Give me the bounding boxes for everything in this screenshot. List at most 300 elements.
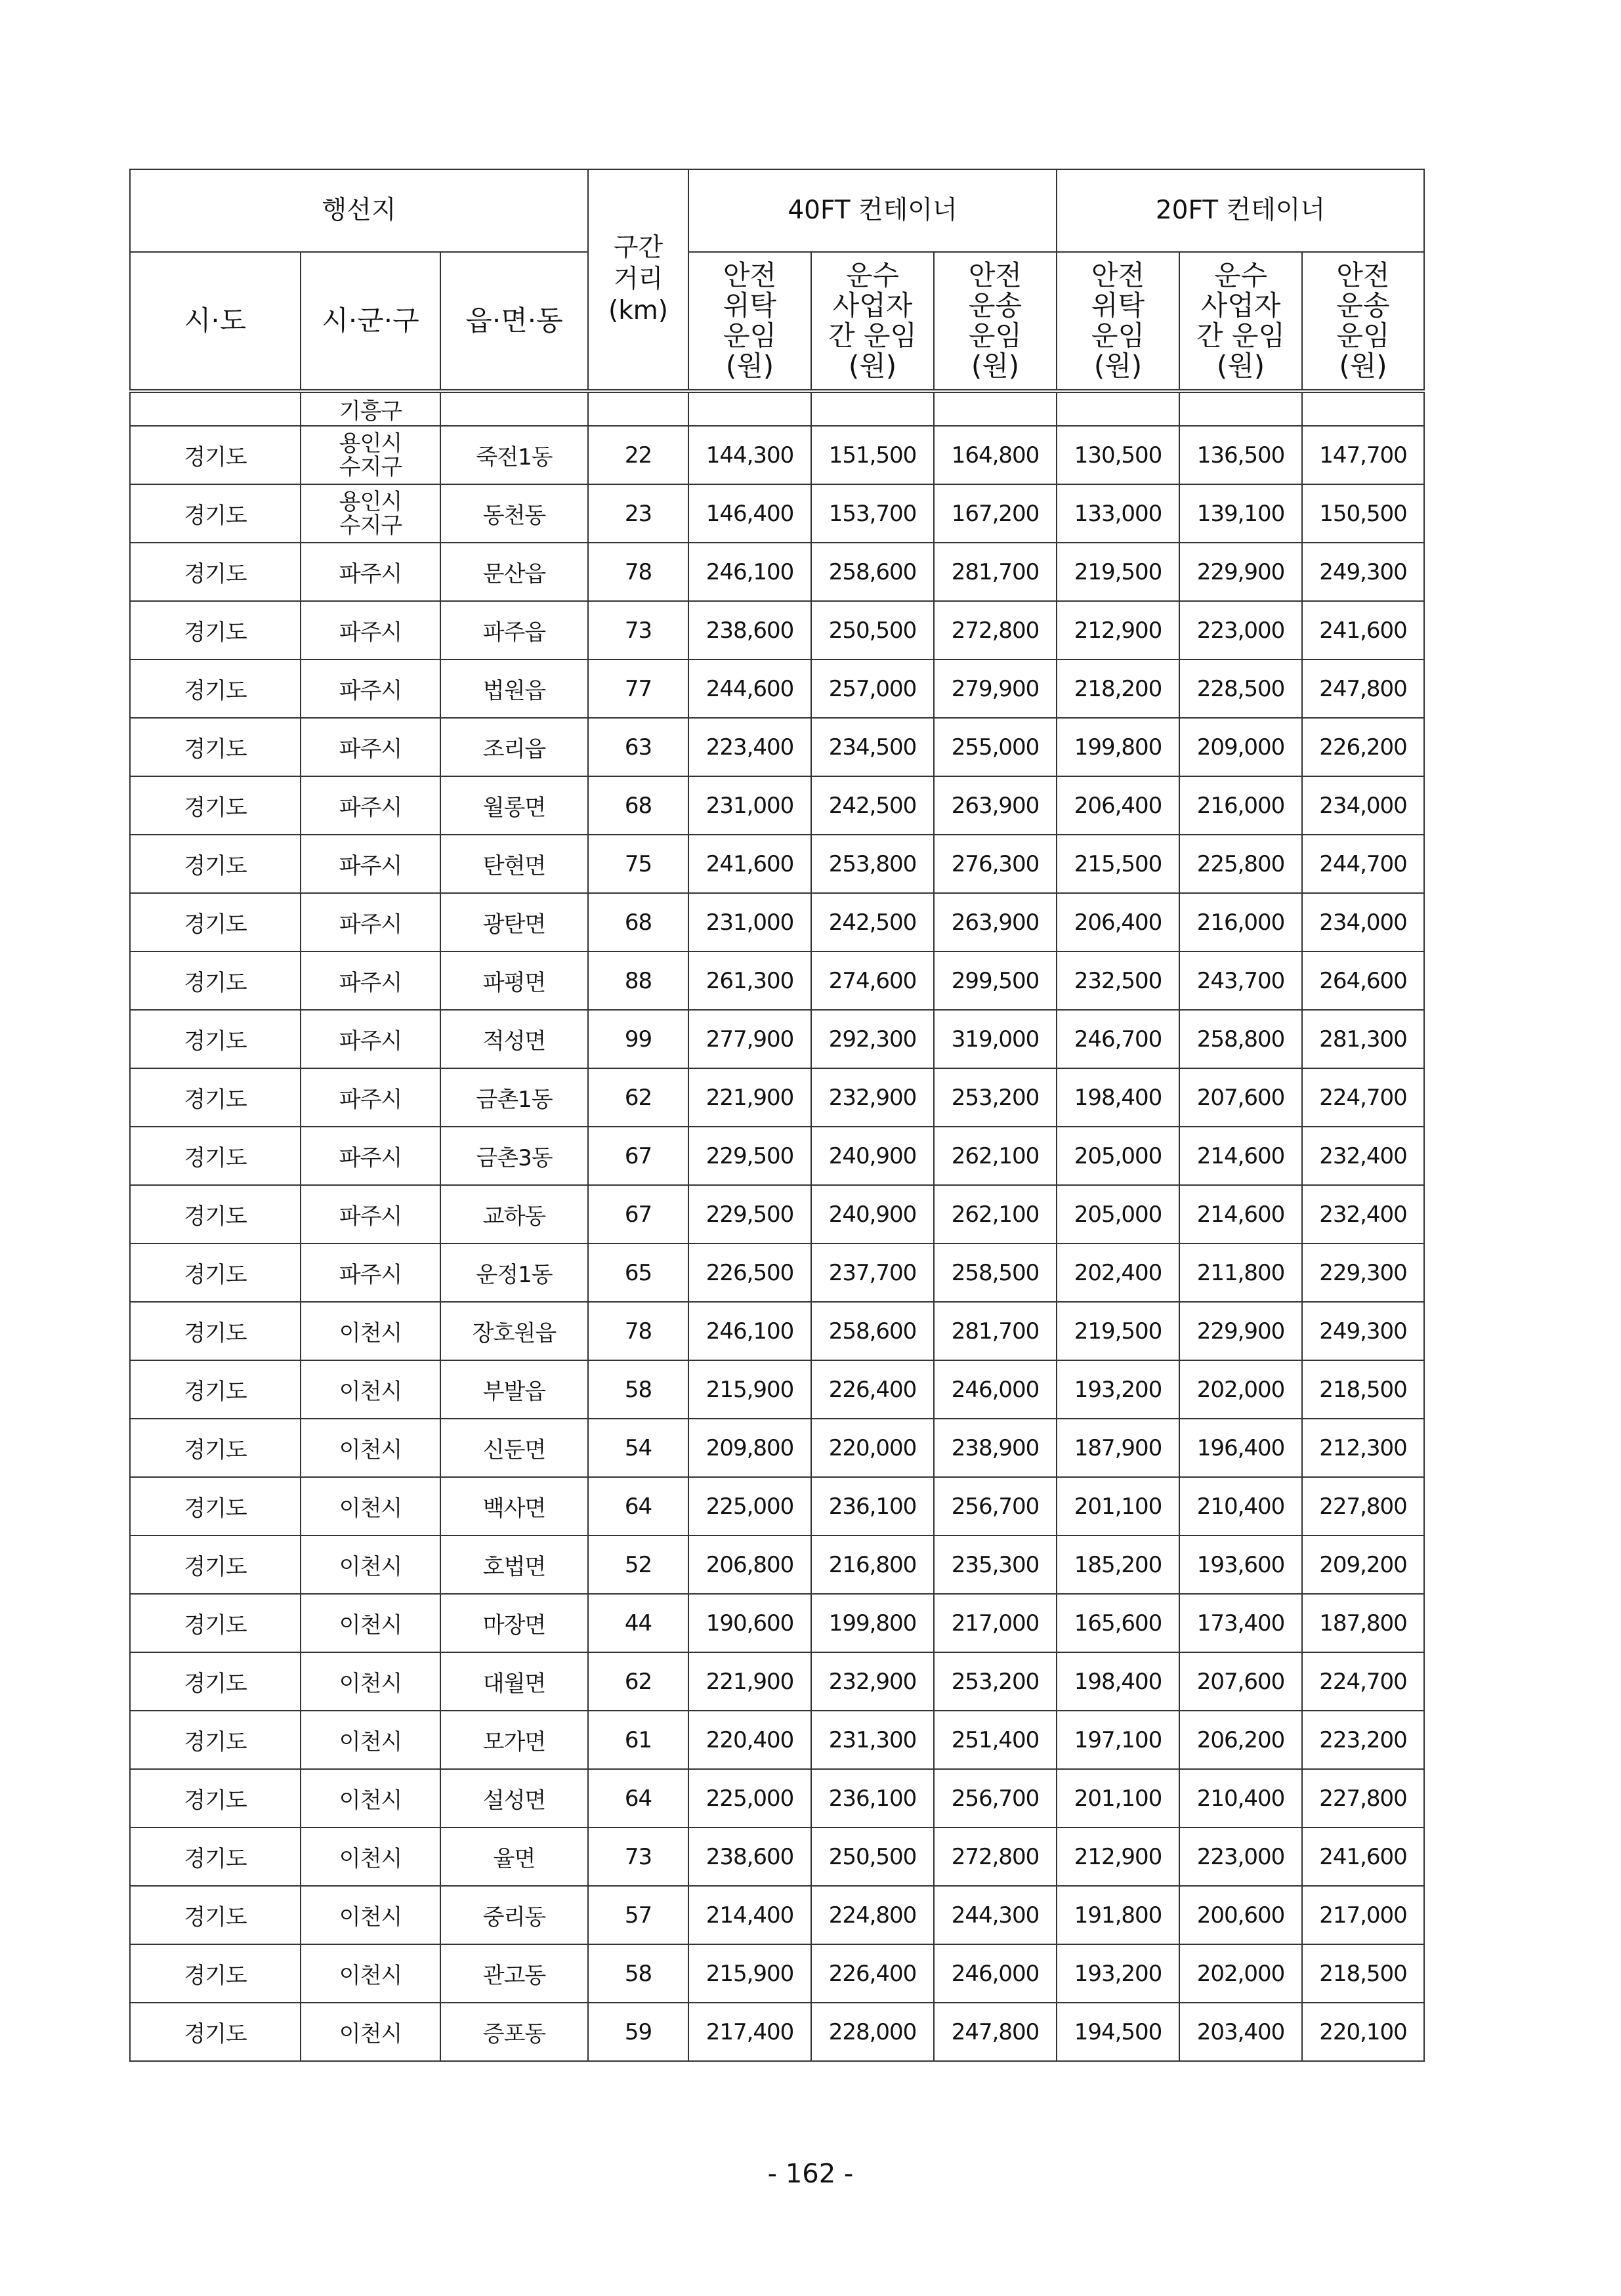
rate-cell: 229,300 (1302, 1243, 1424, 1302)
dong-cell: 설성면 (440, 1769, 588, 1827)
dong-cell: 월롱면 (440, 776, 588, 835)
rate-cell: 258,600 (811, 543, 934, 601)
sigungu-cell: 이천시 (301, 1769, 440, 1827)
rate-cell: 217,000 (934, 1594, 1057, 1652)
rate-cell: 205,000 (1057, 1185, 1179, 1243)
rate-cell: 191,800 (1057, 1886, 1179, 1944)
rate-cell: 225,000 (688, 1769, 811, 1827)
sigungu-cell: 이천시 (301, 1594, 440, 1652)
rate-cell: 214,600 (1179, 1185, 1302, 1243)
rate-cell: 250,500 (811, 601, 934, 659)
rate-cell: 232,400 (1302, 1127, 1424, 1185)
rate-cell: 229,500 (688, 1185, 811, 1243)
rate-cell: 258,800 (1179, 1010, 1302, 1068)
sido-cell: 경기도 (130, 2003, 301, 2061)
sigungu-cell: 파주시 (301, 659, 440, 718)
sido-cell: 경기도 (130, 835, 301, 893)
dong-cell: 신둔면 (440, 1419, 588, 1477)
sigungu-cell: 용인시 수지구 (301, 484, 440, 543)
rate-cell: 242,500 (811, 893, 934, 951)
rate-cell: 221,900 (688, 1652, 811, 1711)
distance-cell: 57 (588, 1886, 688, 1944)
dong-cell: 적성면 (440, 1010, 588, 1068)
table-row (130, 484, 1424, 543)
rate-cell: 258,600 (811, 1302, 934, 1360)
rate-cell: 201,100 (1057, 1477, 1179, 1535)
sido-cell: 경기도 (130, 1652, 301, 1711)
rate-cell: 196,400 (1179, 1419, 1302, 1477)
sido-cell: 경기도 (130, 1010, 301, 1068)
distance-cell: 73 (588, 1827, 688, 1886)
rate-cell: 229,900 (1179, 543, 1302, 601)
table-row (130, 776, 1424, 835)
rate-cell: 257,000 (811, 659, 934, 718)
sigungu-cell: 이천시 (301, 1652, 440, 1711)
rate-cell: 216,000 (1179, 893, 1302, 951)
rate-cell: 146,400 (688, 484, 811, 543)
rate-cell: 218,200 (1057, 659, 1179, 718)
rate-cell: 193,600 (1179, 1535, 1302, 1594)
40ft-rate-header-1: 안전 위탁 운임 (원) (688, 252, 811, 391)
rate-cell: 238,600 (688, 601, 811, 659)
40ft-rate-header-3: 안전 운송 운임 (원) (934, 252, 1057, 391)
distance-cell: 73 (588, 601, 688, 659)
distance-cell: 64 (588, 1477, 688, 1535)
rate-cell: 231,300 (811, 1711, 934, 1769)
rate-cell: 247,800 (1302, 659, 1424, 718)
table-row (130, 1477, 1424, 1535)
rate-cell: 251,400 (934, 1711, 1057, 1769)
rate-cell: 232,900 (811, 1068, 934, 1127)
rate-cell: 212,900 (1057, 601, 1179, 659)
distance-cell: 67 (588, 1185, 688, 1243)
rate-cell: 212,300 (1302, 1419, 1424, 1477)
distance-cell: 75 (588, 835, 688, 893)
rate-cell: 215,900 (688, 1360, 811, 1419)
sido-cell: 경기도 (130, 1243, 301, 1302)
rate-cell: 231,000 (688, 776, 811, 835)
dong-cell: 광탄면 (440, 893, 588, 951)
dong-cell: 파주읍 (440, 601, 588, 659)
rate-cell: 235,300 (934, 1535, 1057, 1594)
rate-cell: 243,700 (1179, 951, 1302, 1010)
rate-cell: 206,800 (688, 1535, 811, 1594)
rate-cell: 193,200 (1057, 1944, 1179, 2003)
sido-cell: 경기도 (130, 951, 301, 1010)
rate-cell: 144,300 (688, 426, 811, 484)
dong-cell: 파평면 (440, 951, 588, 1010)
sigungu-cell: 파주시 (301, 1243, 440, 1302)
rate-cell: 207,600 (1179, 1068, 1302, 1127)
sigungu-cell: 이천시 (301, 1711, 440, 1769)
dong-cell: 운정1동 (440, 1243, 588, 1302)
table-body (130, 391, 1424, 2061)
rate-cell: 214,600 (1179, 1127, 1302, 1185)
sido-cell: 경기도 (130, 776, 301, 835)
20ft-rate-header-3: 안전 운송 운임 (원) (1302, 252, 1424, 391)
rate-cell: 214,400 (688, 1886, 811, 1944)
rate-cell: 246,100 (688, 1302, 811, 1360)
sigungu-cell: 파주시 (301, 835, 440, 893)
rate-cell: 228,500 (1179, 659, 1302, 718)
rate-cell: 223,200 (1302, 1711, 1424, 1769)
destination-header: 행선지 (130, 169, 588, 252)
rate-cell: 205,000 (1057, 1127, 1179, 1185)
sido-cell: 경기도 (130, 1535, 301, 1594)
rate-cell: 198,400 (1057, 1068, 1179, 1127)
dong-cell: 호법면 (440, 1535, 588, 1594)
rate-cell: 153,700 (811, 484, 934, 543)
rate-cell: 247,800 (934, 2003, 1057, 2061)
dong-cell: 백사면 (440, 1477, 588, 1535)
rate-cell: 225,800 (1179, 835, 1302, 893)
rate-cell: 256,700 (934, 1477, 1057, 1535)
rate-cell: 151,500 (811, 426, 934, 484)
rate-cell: 236,100 (811, 1769, 934, 1827)
rate-cell: 224,700 (1302, 1652, 1424, 1711)
rate-cell: 202,400 (1057, 1243, 1179, 1302)
sigungu-cell: 이천시 (301, 1944, 440, 2003)
page-number: - 162 - (767, 2159, 854, 2189)
rate-cell: 272,800 (934, 601, 1057, 659)
distance-cell: 78 (588, 543, 688, 601)
rate-cell: 299,500 (934, 951, 1057, 1010)
rate-cell: 165,600 (1057, 1594, 1179, 1652)
rate-cell: 218,500 (1302, 1360, 1424, 1419)
dong-cell: 탄현면 (440, 835, 588, 893)
rate-cell: 210,400 (1179, 1477, 1302, 1535)
40ft-rate-header-2: 운수 사업자 간 운임 (원) (811, 252, 934, 391)
rate-cell: 246,100 (688, 543, 811, 601)
empty-cell (1179, 391, 1302, 426)
rate-cell: 201,100 (1057, 1769, 1179, 1827)
table-row (130, 1827, 1424, 1886)
dong-cell: 문산읍 (440, 543, 588, 601)
table-row (130, 659, 1424, 718)
rate-cell: 253,200 (934, 1652, 1057, 1711)
rate-cell: 238,900 (934, 1419, 1057, 1477)
table-row (130, 1360, 1424, 1419)
rate-cell: 228,000 (811, 2003, 934, 2061)
eupmyeondong-header: 읍·면·동 (440, 252, 588, 391)
dong-cell: 율면 (440, 1827, 588, 1886)
sigungu-cell: 용인시 수지구 (301, 426, 440, 484)
rate-cell: 197,100 (1057, 1711, 1179, 1769)
distance-cell: 54 (588, 1419, 688, 1477)
empty-cell (1302, 391, 1424, 426)
rate-cell: 200,600 (1179, 1886, 1302, 1944)
rate-cell: 227,800 (1302, 1477, 1424, 1535)
rate-cell: 272,800 (934, 1827, 1057, 1886)
distance-cell: 52 (588, 1535, 688, 1594)
distance-cell: 22 (588, 426, 688, 484)
rate-cell: 262,100 (934, 1127, 1057, 1185)
sigungu-cell: 파주시 (301, 1010, 440, 1068)
rate-cell: 211,800 (1179, 1243, 1302, 1302)
table-row (130, 2003, 1424, 2061)
distance-cell: 61 (588, 1711, 688, 1769)
rate-cell: 236,100 (811, 1477, 934, 1535)
distance-cell: 58 (588, 1944, 688, 2003)
sido-cell: 경기도 (130, 1419, 301, 1477)
20ft-rate-header-1: 안전 위탁 운임 (원) (1057, 252, 1179, 391)
20ft-rate-header-2: 운수 사업자 간 운임 (원) (1179, 252, 1302, 391)
rate-cell: 198,400 (1057, 1652, 1179, 1711)
rate-cell: 193,200 (1057, 1360, 1179, 1419)
rate-cell: 231,000 (688, 893, 811, 951)
dong-cell: 금촌1동 (440, 1068, 588, 1127)
rate-cell: 215,900 (688, 1944, 811, 2003)
dong-cell: 금촌3동 (440, 1127, 588, 1185)
sigungu-cell: 기흥구 (301, 391, 440, 426)
rate-cell: 209,800 (688, 1419, 811, 1477)
sido-cell: 경기도 (130, 1944, 301, 2003)
rate-cell: 229,500 (688, 1127, 811, 1185)
rate-cell: 241,600 (1302, 601, 1424, 659)
distance-cell: 68 (588, 776, 688, 835)
rate-cell: 241,600 (1302, 1827, 1424, 1886)
sigungu-cell: 이천시 (301, 1535, 440, 1594)
rate-cell: 224,700 (1302, 1068, 1424, 1127)
sido-cell: 경기도 (130, 1302, 301, 1360)
sigungu-cell: 이천시 (301, 1827, 440, 1886)
rate-cell: 240,900 (811, 1127, 934, 1185)
rate-cell: 206,400 (1057, 776, 1179, 835)
sido-cell: 경기도 (130, 1068, 301, 1127)
rate-cell: 249,300 (1302, 543, 1424, 601)
dong-cell: 죽전1동 (440, 426, 588, 484)
rate-cell: 223,400 (688, 718, 811, 776)
rate-cell: 277,900 (688, 1010, 811, 1068)
rate-cell: 249,300 (1302, 1302, 1424, 1360)
table-row (130, 601, 1424, 659)
rate-cell: 319,000 (934, 1010, 1057, 1068)
sigungu-cell: 파주시 (301, 1185, 440, 1243)
rate-cell: 202,000 (1179, 1944, 1302, 2003)
sigungu-cell: 이천시 (301, 1886, 440, 1944)
rate-cell: 232,500 (1057, 951, 1179, 1010)
rate-cell: 223,000 (1179, 601, 1302, 659)
rate-cell: 199,800 (1057, 718, 1179, 776)
table-row (130, 835, 1424, 893)
rate-cell: 225,000 (688, 1477, 811, 1535)
rate-cell: 229,900 (1179, 1302, 1302, 1360)
dong-cell: 교하동 (440, 1185, 588, 1243)
rate-cell: 217,000 (1302, 1886, 1424, 1944)
rate-cell: 246,000 (934, 1360, 1057, 1419)
table-row (130, 1068, 1424, 1127)
rate-cell: 217,400 (688, 2003, 811, 2061)
rate-cell: 139,100 (1179, 484, 1302, 543)
empty-cell (934, 391, 1057, 426)
sigungu-cell: 파주시 (301, 1127, 440, 1185)
empty-cell (688, 391, 811, 426)
rate-cell: 281,700 (934, 1302, 1057, 1360)
rate-cell: 203,400 (1179, 2003, 1302, 2061)
rate-cell: 240,900 (811, 1185, 934, 1243)
rate-cell: 206,200 (1179, 1711, 1302, 1769)
rate-cell: 237,700 (811, 1243, 934, 1302)
rate-cell: 261,300 (688, 951, 811, 1010)
empty-cell (811, 391, 934, 426)
rate-cell: 226,400 (811, 1360, 934, 1419)
empty-cell (440, 391, 588, 426)
rate-cell: 226,400 (811, 1944, 934, 2003)
rate-cell: 238,600 (688, 1827, 811, 1886)
table-row (130, 1711, 1424, 1769)
rate-cell: 242,500 (811, 776, 934, 835)
distance-cell: 99 (588, 1010, 688, 1068)
rate-cell: 220,400 (688, 1711, 811, 1769)
dong-cell: 부발읍 (440, 1360, 588, 1419)
rate-cell: 190,600 (688, 1594, 811, 1652)
distance-cell: 65 (588, 1243, 688, 1302)
rate-cell: 215,500 (1057, 835, 1179, 893)
rate-cell: 212,900 (1057, 1827, 1179, 1886)
distance-cell: 68 (588, 893, 688, 951)
table-row (130, 1127, 1424, 1185)
rate-cell: 220,100 (1302, 2003, 1424, 2061)
sigungu-cell: 파주시 (301, 601, 440, 659)
sigungu-cell: 이천시 (301, 1360, 440, 1419)
rate-cell: 223,000 (1179, 1827, 1302, 1886)
rate-cell: 281,700 (934, 543, 1057, 601)
sigungu-cell: 이천시 (301, 1477, 440, 1535)
rate-cell: 253,800 (811, 835, 934, 893)
sido-cell: 경기도 (130, 601, 301, 659)
rate-cell: 219,500 (1057, 543, 1179, 601)
dong-cell: 대월면 (440, 1652, 588, 1711)
sido-cell: 경기도 (130, 1127, 301, 1185)
dong-cell: 증포동 (440, 2003, 588, 2061)
rate-cell: 216,800 (811, 1535, 934, 1594)
sido-cell: 경기도 (130, 1360, 301, 1419)
distance-cell: 67 (588, 1127, 688, 1185)
distance-header: 구간 거리 (km) (588, 169, 688, 391)
rate-cell: 255,000 (934, 718, 1057, 776)
rate-cell: 279,900 (934, 659, 1057, 718)
dong-cell: 동천동 (440, 484, 588, 543)
distance-cell: 59 (588, 2003, 688, 2061)
table-row-partial (130, 391, 1424, 426)
table-row (130, 1944, 1424, 2003)
sido-cell: 경기도 (130, 1769, 301, 1827)
table-row (130, 718, 1424, 776)
empty-cell (588, 391, 688, 426)
sido-header: 시·도 (130, 252, 301, 391)
sigungu-cell: 파주시 (301, 543, 440, 601)
rate-cell: 187,900 (1057, 1419, 1179, 1477)
distance-cell: 63 (588, 718, 688, 776)
distance-cell: 88 (588, 951, 688, 1010)
sigungu-header: 시·군·구 (301, 252, 440, 391)
rate-cell: 207,600 (1179, 1652, 1302, 1711)
sido-cell: 경기도 (130, 1477, 301, 1535)
sigungu-cell: 파주시 (301, 1068, 440, 1127)
table-row (130, 951, 1424, 1010)
table-row (130, 1769, 1424, 1827)
table-row (130, 1419, 1424, 1477)
rate-cell: 246,000 (934, 1944, 1057, 2003)
rate-cell: 227,800 (1302, 1769, 1424, 1827)
table-row (130, 543, 1424, 601)
rate-cell: 224,800 (811, 1886, 934, 1944)
rate-cell: 244,300 (934, 1886, 1057, 1944)
sido-cell: 경기도 (130, 426, 301, 484)
group-40ft-header: 40FT 컨테이너 (688, 169, 1057, 252)
sigungu-cell: 파주시 (301, 776, 440, 835)
table-row (130, 1243, 1424, 1302)
dong-cell: 장호원읍 (440, 1302, 588, 1360)
rate-cell: 147,700 (1302, 426, 1424, 484)
rate-cell: 250,500 (811, 1827, 934, 1886)
rate-cell: 220,000 (811, 1419, 934, 1477)
sigungu-cell: 파주시 (301, 951, 440, 1010)
rate-cell: 292,300 (811, 1010, 934, 1068)
sigungu-cell: 이천시 (301, 2003, 440, 2061)
table-row (130, 1594, 1424, 1652)
sido-cell: 경기도 (130, 1886, 301, 1944)
rate-cell: 226,200 (1302, 718, 1424, 776)
rate-cell: 256,700 (934, 1769, 1057, 1827)
rate-cell: 264,600 (1302, 951, 1424, 1010)
rate-cell: 199,800 (811, 1594, 934, 1652)
table-row (130, 1010, 1424, 1068)
dong-cell: 법원읍 (440, 659, 588, 718)
dong-cell: 마장면 (440, 1594, 588, 1652)
table-row (130, 426, 1424, 484)
sido-cell: 경기도 (130, 1185, 301, 1243)
distance-cell: 62 (588, 1652, 688, 1711)
rate-cell: 202,000 (1179, 1360, 1302, 1419)
rate-cell: 234,000 (1302, 893, 1424, 951)
distance-cell: 44 (588, 1594, 688, 1652)
table-row (130, 1302, 1424, 1360)
rate-cell: 216,000 (1179, 776, 1302, 835)
rate-cell: 232,900 (811, 1652, 934, 1711)
rate-cell: 194,500 (1057, 2003, 1179, 2061)
rate-cell: 164,800 (934, 426, 1057, 484)
rate-cell: 206,400 (1057, 893, 1179, 951)
group-20ft-header: 20FT 컨테이너 (1057, 169, 1424, 252)
distance-cell: 78 (588, 1302, 688, 1360)
rate-cell: 234,000 (1302, 776, 1424, 835)
rate-cell: 221,900 (688, 1068, 811, 1127)
rate-cell: 246,700 (1057, 1010, 1179, 1068)
table-row (130, 1535, 1424, 1594)
rate-cell: 185,200 (1057, 1535, 1179, 1594)
rate-cell: 173,400 (1179, 1594, 1302, 1652)
rate-cell: 219,500 (1057, 1302, 1179, 1360)
empty-cell (1057, 391, 1179, 426)
rate-cell: 244,600 (688, 659, 811, 718)
rate-cell: 234,500 (811, 718, 934, 776)
sido-cell: 경기도 (130, 1711, 301, 1769)
rate-cell: 187,800 (1302, 1594, 1424, 1652)
rate-cell: 262,100 (934, 1185, 1057, 1243)
rate-cell: 258,500 (934, 1243, 1057, 1302)
sido-cell: 경기도 (130, 718, 301, 776)
sido-cell: 경기도 (130, 893, 301, 951)
dong-cell: 조리읍 (440, 718, 588, 776)
rate-cell: 253,200 (934, 1068, 1057, 1127)
sigungu-cell: 파주시 (301, 718, 440, 776)
table-row (130, 1185, 1424, 1243)
distance-cell: 77 (588, 659, 688, 718)
rate-cell: 136,500 (1179, 426, 1302, 484)
sigungu-cell: 이천시 (301, 1302, 440, 1360)
distance-cell: 62 (588, 1068, 688, 1127)
